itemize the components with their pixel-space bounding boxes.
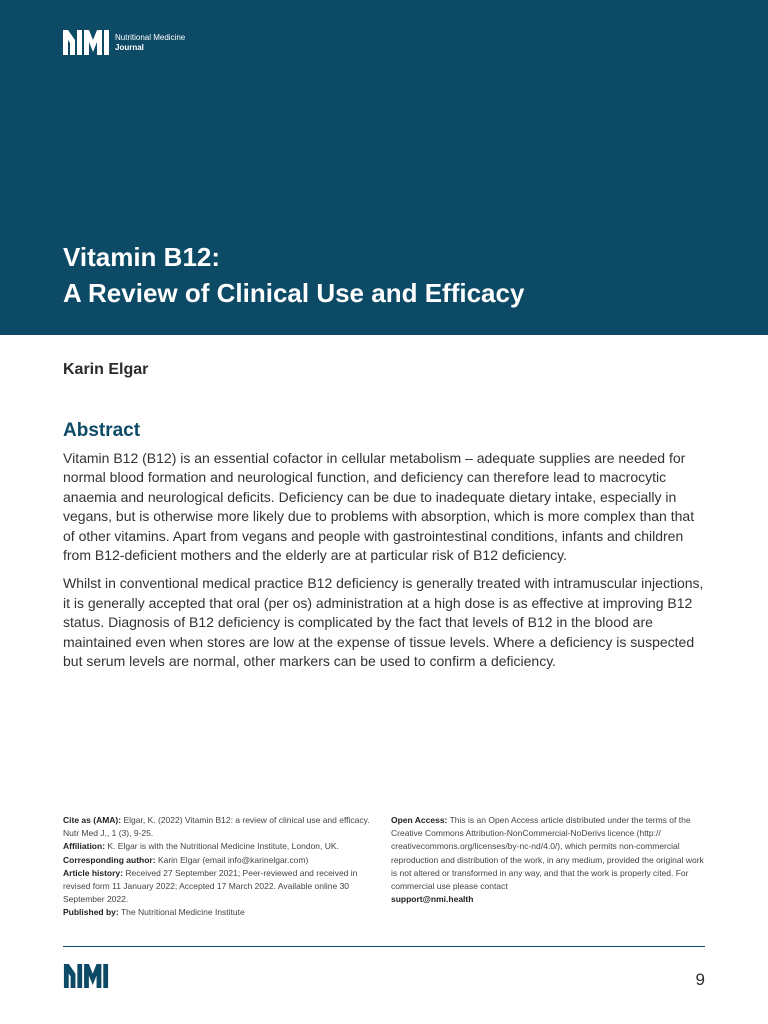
page-number: 9 bbox=[695, 970, 705, 989]
published-label: Published by: bbox=[63, 907, 119, 918]
open-access-notice bbox=[391, 814, 709, 893]
affiliation bbox=[63, 840, 381, 853]
citation bbox=[63, 814, 381, 840]
article-meta-right bbox=[391, 814, 709, 906]
affiliation-text: K. Elgar is with the Nutritional Medicine Institute, London, UK. bbox=[107, 841, 339, 852]
history-label: Article history: bbox=[63, 867, 123, 878]
abstract-body bbox=[63, 449, 708, 680]
journal-title: Nutritional Medicine bbox=[115, 32, 186, 42]
journal-name bbox=[115, 33, 185, 53]
article-history bbox=[63, 867, 381, 907]
author-name: Karin Elgar bbox=[63, 361, 149, 378]
history-text: Received 27 September 2021; Peer-reviewed and received in revised form 11 January 2022; Accepted 17 March 2022. Available online 30 September 2022. bbox=[63, 867, 358, 905]
contact-email-link[interactable]: support@nmi.health bbox=[391, 894, 474, 905]
abstract-paragraph: Vitamin B12 (B12) is an essential cofactor in cellular metabolism – adequate supplies are needed for normal blood formation and neurological function, and deficiency can therefore lead to macrocytic anaemia and neurological deficits. Deficiency can be due to inadequate dietary intake, especially in vegans, but is otherwise more likely due to problems with absorption, which is more complex than that of other vitamins. Apart from vegans and people with gastrointestinal conditions, infants and children from B12-deficient mothers and the elderly are at particular risk of B12 deficiency. bbox=[63, 450, 695, 564]
abstract-paragraph: Whilst in conventional medical practice B12 deficiency is generally treated with intramuscular injections, it is generally accepted that oral (per os) administration at a high dose is as effective at improving B12 status. Diagnosis of B12 deficiency is complicated by the fact that levels of B12 in the blood are maintained even when stores are low at the expense of tissue levels. Where a deficiency is suspected but serum levels are normal, other markers can be used to confirm a deficiency. bbox=[63, 575, 704, 670]
footer-divider bbox=[63, 946, 705, 947]
published-text: The Nutritional Medicine Institute bbox=[120, 907, 245, 918]
corresponding-text: Karin Elgar (email info@karinelgar.com) bbox=[157, 854, 309, 865]
header-band bbox=[0, 0, 768, 335]
article-title-line-2: A Review of Clinical Use and Efficacy bbox=[63, 278, 525, 308]
publisher bbox=[63, 906, 381, 919]
corresponding-author bbox=[63, 854, 381, 867]
citation-label: Cite as (AMA): bbox=[63, 815, 122, 825]
journal-brand bbox=[63, 30, 185, 55]
open-access-text: This is an Open Access article distributed under the terms of the Creative Commons Attribution-NonCommercial-NoDerivs licence (http:// creativecommons.org/licenses/by-nc-nd/4.0/), which permits non-commercial reproduction and distribution of the work, in any medium, provided the original work is not altered or transformed in any way, and that the work is properly cited. For commercial use please contact bbox=[391, 815, 704, 892]
nmi-footer-logo-icon bbox=[63, 964, 109, 988]
article-meta-left bbox=[63, 814, 381, 920]
citation-text: Elgar, K. (2022) Vitamin B12: a review of clinical use and efficacy. Nutr Med J., 1 (3), 9-25. bbox=[63, 815, 370, 839]
article-title-line-1: Vitamin B12: bbox=[63, 242, 221, 272]
open-access-label: Open Access: bbox=[391, 815, 448, 825]
abstract-heading: Abstract bbox=[63, 420, 141, 441]
corresponding-label: Corresponding author: bbox=[63, 854, 156, 865]
nmi-logo-icon bbox=[63, 30, 109, 55]
article-title bbox=[63, 239, 723, 311]
affiliation-label: Affiliation: bbox=[63, 841, 106, 852]
journal-subtitle: Journal bbox=[115, 42, 144, 52]
contact-email-line bbox=[391, 893, 709, 906]
